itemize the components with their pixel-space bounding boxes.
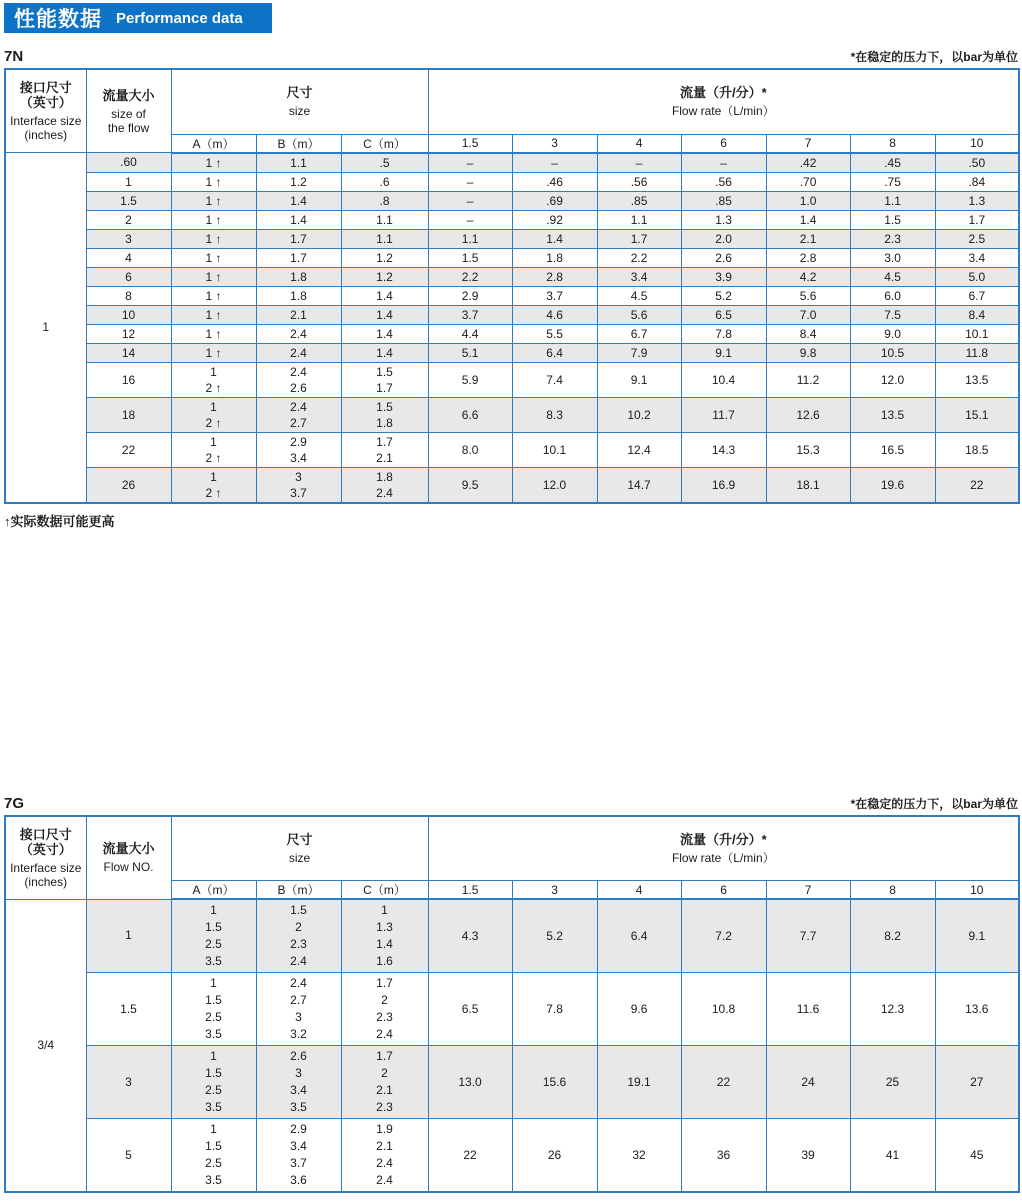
flow-rate-cell: 39 xyxy=(766,1119,850,1193)
dim-b-cell: 2.1 xyxy=(256,305,341,324)
flow-rate-cell: 7.8 xyxy=(512,973,597,1046)
flow-rate-cell: – xyxy=(428,172,512,191)
table-row xyxy=(5,248,1019,267)
dim-b-cell: 1.7 xyxy=(256,229,341,248)
flow-rate-cell: 10.1 xyxy=(935,324,1019,343)
flow-rate-cell: 9.1 xyxy=(597,362,681,397)
flow-rate-cell: 9.6 xyxy=(597,973,681,1046)
performance-table-7g xyxy=(4,815,1020,1194)
flow-rate-cell: 22 xyxy=(428,1119,512,1193)
flow-rate-cell: 22 xyxy=(681,1046,766,1119)
flow-size-cell: 2 xyxy=(86,210,171,229)
table-label-7n: 7N xyxy=(4,48,24,65)
header-interface-size: 接口尺寸 （英寸） Interface size (inches) xyxy=(5,816,86,900)
flow-rate-cell: 5.2 xyxy=(681,286,766,305)
flow-rate-cell: 6.7 xyxy=(935,286,1019,305)
column-header: 7 xyxy=(766,134,850,153)
flow-rate-cell: 13.5 xyxy=(850,397,935,432)
dim-a-cell: 1 ↑ xyxy=(171,267,256,286)
section-7g-header xyxy=(4,795,1018,812)
footnote-7n: ↑实际数据可能更高 xyxy=(4,513,115,529)
column-header: 10 xyxy=(935,881,1019,900)
flow-size-cell: 12 xyxy=(86,324,171,343)
table-row xyxy=(5,267,1019,286)
flow-rate-cell: .50 xyxy=(935,153,1019,173)
flow-size-cell: 6 xyxy=(86,267,171,286)
flow-rate-cell: 1.7 xyxy=(597,229,681,248)
dim-a-cell: 1 ↑ xyxy=(171,191,256,210)
table-row xyxy=(5,229,1019,248)
flow-rate-cell: 13.6 xyxy=(935,973,1019,1046)
flow-rate-cell: 2.8 xyxy=(512,267,597,286)
flow-size-cell: 22 xyxy=(86,432,171,467)
pressure-note-7g: *在稳定的压力下，以bar为单位 xyxy=(850,796,1018,811)
flow-size-cell: 3 xyxy=(86,1046,171,1119)
dim-a-cell: 1 1.5 2.5 3.5 xyxy=(171,899,256,973)
dim-c-cell: 1.4 xyxy=(341,305,428,324)
flow-rate-cell: 4.3 xyxy=(428,899,512,973)
flow-rate-cell: 2.2 xyxy=(428,267,512,286)
flow-rate-cell: 4.2 xyxy=(766,267,850,286)
flow-rate-cell: 8.0 xyxy=(428,432,512,467)
table-row xyxy=(5,305,1019,324)
page-title-banner xyxy=(4,3,272,33)
dim-b-cell: 1.8 xyxy=(256,267,341,286)
flow-rate-cell: 5.6 xyxy=(597,305,681,324)
flow-rate-cell: 18.1 xyxy=(766,467,850,503)
table-row xyxy=(5,1119,1019,1193)
table-row xyxy=(5,1046,1019,1119)
dim-c-cell: 1.1 xyxy=(341,229,428,248)
flow-rate-cell: 13.0 xyxy=(428,1046,512,1119)
flow-rate-cell: 1.1 xyxy=(597,210,681,229)
flow-rate-cell: – xyxy=(428,210,512,229)
table-row xyxy=(5,324,1019,343)
table-row xyxy=(5,172,1019,191)
flow-rate-cell: 1.5 xyxy=(850,210,935,229)
flow-size-cell: 5 xyxy=(86,1119,171,1193)
flow-size-cell: 16 xyxy=(86,362,171,397)
flow-rate-cell: .85 xyxy=(681,191,766,210)
flow-rate-cell: 5.2 xyxy=(512,899,597,973)
flow-rate-cell: 8.4 xyxy=(766,324,850,343)
table-row xyxy=(5,397,1019,432)
flow-rate-cell: 9.5 xyxy=(428,467,512,503)
flow-rate-cell: 1.3 xyxy=(935,191,1019,210)
flow-size-cell: 1.5 xyxy=(86,973,171,1046)
flow-rate-cell: 8.4 xyxy=(935,305,1019,324)
flow-rate-cell: 3.0 xyxy=(850,248,935,267)
flow-rate-cell: .46 xyxy=(512,172,597,191)
flow-rate-cell: 13.5 xyxy=(935,362,1019,397)
flow-rate-cell: 1.4 xyxy=(512,229,597,248)
dim-b-cell: 2.4 xyxy=(256,343,341,362)
flow-rate-cell: 2.9 xyxy=(428,286,512,305)
dim-b-cell: 1.8 xyxy=(256,286,341,305)
dim-a-cell: 1 ↑ xyxy=(171,153,256,173)
dim-b-cell: 2.9 3.4 xyxy=(256,432,341,467)
interface-size-cell: 3/4 xyxy=(5,899,86,1192)
flow-rate-cell: 15.6 xyxy=(512,1046,597,1119)
dim-c-cell: 1.7 2 2.3 2.4 xyxy=(341,973,428,1046)
flow-rate-cell: 7.8 xyxy=(681,324,766,343)
column-header: A（m） xyxy=(171,134,256,153)
dim-c-cell: 1.8 2.4 xyxy=(341,467,428,503)
flow-size-cell: 14 xyxy=(86,343,171,362)
flow-size-cell: 8 xyxy=(86,286,171,305)
flow-rate-cell: 3.9 xyxy=(681,267,766,286)
flow-rate-cell: 11.8 xyxy=(935,343,1019,362)
performance-table-7g-container xyxy=(4,815,1018,1194)
dim-a-cell: 1 2 ↑ xyxy=(171,467,256,503)
table-row xyxy=(5,153,1019,173)
flow-rate-cell: 19.6 xyxy=(850,467,935,503)
flow-rate-cell: 5.6 xyxy=(766,286,850,305)
flow-size-cell: 1.5 xyxy=(86,191,171,210)
dim-a-cell: 1 ↑ xyxy=(171,229,256,248)
flow-rate-cell: 8.2 xyxy=(850,899,935,973)
dim-b-cell: 1.4 xyxy=(256,191,341,210)
table-label-7g: 7G xyxy=(4,794,25,812)
flow-rate-cell: 12.0 xyxy=(512,467,597,503)
flow-rate-cell: 6.0 xyxy=(850,286,935,305)
flow-rate-cell: 5.1 xyxy=(428,343,512,362)
flow-rate-cell: 11.7 xyxy=(681,397,766,432)
dim-c-cell: .5 xyxy=(341,153,428,173)
flow-rate-cell: 1.0 xyxy=(766,191,850,210)
column-header: 3 xyxy=(512,134,597,153)
flow-size-cell: 1 xyxy=(86,899,171,973)
flow-rate-cell: 4.5 xyxy=(850,267,935,286)
flow-rate-cell: .70 xyxy=(766,172,850,191)
flow-rate-cell: 14.3 xyxy=(681,432,766,467)
flow-rate-cell: .69 xyxy=(512,191,597,210)
dim-b-cell: 2.4 xyxy=(256,324,341,343)
header-size-group: 尺寸 size xyxy=(171,816,428,881)
dim-c-cell: 1.4 xyxy=(341,286,428,305)
flow-size-cell: 10 xyxy=(86,305,171,324)
flow-rate-cell: .56 xyxy=(681,172,766,191)
dim-a-cell: 1 1.5 2.5 3.5 xyxy=(171,1119,256,1193)
dim-c-cell: 1.5 1.7 xyxy=(341,362,428,397)
column-header: 6 xyxy=(681,134,766,153)
dim-a-cell: 1 ↑ xyxy=(171,286,256,305)
flow-rate-cell: 24 xyxy=(766,1046,850,1119)
column-header: 1.5 xyxy=(428,881,512,900)
flow-rate-cell: 2.6 xyxy=(681,248,766,267)
flow-rate-cell: 15.3 xyxy=(766,432,850,467)
flow-rate-cell: 1.1 xyxy=(850,191,935,210)
flow-rate-cell: – xyxy=(681,153,766,173)
dim-b-cell: 1.7 xyxy=(256,248,341,267)
flow-rate-cell: 9.0 xyxy=(850,324,935,343)
flow-rate-cell: .42 xyxy=(766,153,850,173)
flow-rate-cell: 18.5 xyxy=(935,432,1019,467)
flow-rate-cell: 10.2 xyxy=(597,397,681,432)
flow-rate-cell: 4.6 xyxy=(512,305,597,324)
column-header: A（m） xyxy=(171,881,256,900)
dim-c-cell: 1.5 1.8 xyxy=(341,397,428,432)
flow-rate-cell: 41 xyxy=(850,1119,935,1193)
pressure-note-7n: *在稳定的压力下，以bar为单位 xyxy=(850,50,1018,64)
flow-rate-cell: 32 xyxy=(597,1119,681,1193)
header-interface-size: 接口尺寸 （英寸） Interface size (inches) xyxy=(5,69,86,153)
flow-rate-cell: 12.3 xyxy=(850,973,935,1046)
flow-rate-cell: 6.6 xyxy=(428,397,512,432)
dim-b-cell: 1.4 xyxy=(256,210,341,229)
flow-rate-cell: 5.0 xyxy=(935,267,1019,286)
flow-rate-cell: 10.4 xyxy=(681,362,766,397)
dim-c-cell: 1.9 2.1 2.4 2.4 xyxy=(341,1119,428,1193)
flow-rate-cell: 4.4 xyxy=(428,324,512,343)
dim-b-cell: 2.6 3 3.4 3.5 xyxy=(256,1046,341,1119)
flow-size-cell: 4 xyxy=(86,248,171,267)
flow-rate-cell: 22 xyxy=(935,467,1019,503)
flow-rate-cell: – xyxy=(428,153,512,173)
dim-b-cell: 2.4 2.7 3 3.2 xyxy=(256,973,341,1046)
flow-size-cell: 26 xyxy=(86,467,171,503)
column-header: 6 xyxy=(681,881,766,900)
flow-rate-cell: 19.1 xyxy=(597,1046,681,1119)
flow-rate-cell: 10.8 xyxy=(681,973,766,1046)
flow-rate-cell: – xyxy=(428,191,512,210)
flow-rate-cell: .85 xyxy=(597,191,681,210)
flow-rate-cell: 9.1 xyxy=(935,899,1019,973)
flow-rate-cell: 36 xyxy=(681,1119,766,1193)
column-header: B（m） xyxy=(256,881,341,900)
dim-c-cell: 1 1.3 1.4 1.6 xyxy=(341,899,428,973)
flow-rate-cell: 2.2 xyxy=(597,248,681,267)
dim-c-cell: .8 xyxy=(341,191,428,210)
flow-rate-cell: 16.5 xyxy=(850,432,935,467)
dim-b-cell: 2.9 3.4 3.7 3.6 xyxy=(256,1119,341,1193)
flow-size-cell: 3 xyxy=(86,229,171,248)
header-flow-rate-group: 流量（升/分）* Flow rate（L/min） xyxy=(428,69,1019,134)
flow-rate-cell: .84 xyxy=(935,172,1019,191)
flow-rate-cell: 11.6 xyxy=(766,973,850,1046)
flow-rate-cell: .45 xyxy=(850,153,935,173)
section-7n-header xyxy=(4,48,1018,65)
interface-size-cell: 1 xyxy=(5,153,86,503)
header-size-group: 尺寸 size xyxy=(171,69,428,134)
flow-rate-cell: 45 xyxy=(935,1119,1019,1193)
flow-rate-cell: 1.3 xyxy=(681,210,766,229)
flow-rate-cell: 2.0 xyxy=(681,229,766,248)
flow-rate-cell: 1.7 xyxy=(935,210,1019,229)
flow-rate-cell: 6.5 xyxy=(681,305,766,324)
flow-rate-cell: 1.5 xyxy=(428,248,512,267)
table-row xyxy=(5,210,1019,229)
page-title-en: Performance data xyxy=(116,9,243,27)
header-flow-rate-group: 流量（升/分）* Flow rate（L/min） xyxy=(428,816,1019,881)
dim-c-cell: 1.7 2.1 xyxy=(341,432,428,467)
flow-rate-cell: 3.4 xyxy=(597,267,681,286)
flow-size-cell: .60 xyxy=(86,153,171,173)
flow-rate-cell: 12.4 xyxy=(597,432,681,467)
column-header: 3 xyxy=(512,881,597,900)
dim-a-cell: 1 ↑ xyxy=(171,305,256,324)
flow-rate-cell: 5.9 xyxy=(428,362,512,397)
flow-rate-cell: 8.3 xyxy=(512,397,597,432)
dim-c-cell: 1.2 xyxy=(341,248,428,267)
header-row xyxy=(5,816,1019,881)
dim-b-cell: 1.5 2 2.3 2.4 xyxy=(256,899,341,973)
header-row xyxy=(5,69,1019,134)
column-header: 7 xyxy=(766,881,850,900)
table-row xyxy=(5,191,1019,210)
dim-b-cell: 1.1 xyxy=(256,153,341,173)
dim-c-cell: 1.2 xyxy=(341,267,428,286)
flow-rate-cell: 25 xyxy=(850,1046,935,1119)
flow-rate-cell: 6.7 xyxy=(597,324,681,343)
table-row xyxy=(5,973,1019,1046)
table-row xyxy=(5,899,1019,973)
dim-c-cell: 1.7 2 2.1 2.3 xyxy=(341,1046,428,1119)
dim-c-cell: 1.4 xyxy=(341,324,428,343)
flow-rate-cell: 7.7 xyxy=(766,899,850,973)
dim-c-cell: 1.1 xyxy=(341,210,428,229)
dim-a-cell: 1 ↑ xyxy=(171,324,256,343)
dim-b-cell: 1.2 xyxy=(256,172,341,191)
header-flow-size: 流量大小 size of the flow xyxy=(86,69,171,153)
dim-a-cell: 1 ↑ xyxy=(171,248,256,267)
flow-rate-cell: .75 xyxy=(850,172,935,191)
flow-rate-cell: 27 xyxy=(935,1046,1019,1119)
flow-size-cell: 1 xyxy=(86,172,171,191)
flow-rate-cell: .56 xyxy=(597,172,681,191)
column-header: 4 xyxy=(597,881,681,900)
flow-rate-cell: 4.5 xyxy=(597,286,681,305)
column-header: 8 xyxy=(850,134,935,153)
flow-rate-cell: 9.8 xyxy=(766,343,850,362)
dim-b-cell: 2.4 2.7 xyxy=(256,397,341,432)
flow-rate-cell: 5.5 xyxy=(512,324,597,343)
flow-rate-cell: 3.7 xyxy=(512,286,597,305)
flow-rate-cell: 10.1 xyxy=(512,432,597,467)
flow-rate-cell: .92 xyxy=(512,210,597,229)
flow-rate-cell: 12.0 xyxy=(850,362,935,397)
dim-a-cell: 1 2 ↑ xyxy=(171,362,256,397)
section-7g xyxy=(4,795,1018,1194)
page-title-zh: 性能数据 xyxy=(14,8,102,31)
flow-rate-cell: 16.9 xyxy=(681,467,766,503)
flow-rate-cell: 2.3 xyxy=(850,229,935,248)
dim-a-cell: 1 ↑ xyxy=(171,210,256,229)
dim-c-cell: .6 xyxy=(341,172,428,191)
flow-rate-cell: 11.2 xyxy=(766,362,850,397)
dim-a-cell: 1 ↑ xyxy=(171,343,256,362)
flow-rate-cell: 2.8 xyxy=(766,248,850,267)
column-header: 1.5 xyxy=(428,134,512,153)
performance-table-7n-container xyxy=(4,68,1018,504)
flow-rate-cell: – xyxy=(597,153,681,173)
flow-rate-cell: 9.1 xyxy=(681,343,766,362)
flow-rate-cell: 1.8 xyxy=(512,248,597,267)
flow-rate-cell: 7.0 xyxy=(766,305,850,324)
flow-size-cell: 18 xyxy=(86,397,171,432)
column-header: B（m） xyxy=(256,134,341,153)
flow-rate-cell: 2.1 xyxy=(766,229,850,248)
table-row xyxy=(5,362,1019,397)
dim-a-cell: 1 1.5 2.5 3.5 xyxy=(171,973,256,1046)
flow-rate-cell: 6.4 xyxy=(597,899,681,973)
column-header: 8 xyxy=(850,881,935,900)
flow-rate-cell: 6.4 xyxy=(512,343,597,362)
section-7n xyxy=(4,48,1018,530)
dim-a-cell: 1 2 ↑ xyxy=(171,432,256,467)
column-header: C（m） xyxy=(341,881,428,900)
flow-rate-cell: 1.1 xyxy=(428,229,512,248)
flow-rate-cell: 1.4 xyxy=(766,210,850,229)
table-row xyxy=(5,467,1019,503)
flow-rate-cell: 7.5 xyxy=(850,305,935,324)
dim-c-cell: 1.4 xyxy=(341,343,428,362)
flow-rate-cell: 12.6 xyxy=(766,397,850,432)
header-flow-size: 流量大小 Flow NO. xyxy=(86,816,171,900)
dim-a-cell: 1 ↑ xyxy=(171,172,256,191)
table-row xyxy=(5,286,1019,305)
column-header: 10 xyxy=(935,134,1019,153)
flow-rate-cell: 14.7 xyxy=(597,467,681,503)
dim-a-cell: 1 1.5 2.5 3.5 xyxy=(171,1046,256,1119)
dim-b-cell: 3 3.7 xyxy=(256,467,341,503)
flow-rate-cell: – xyxy=(512,153,597,173)
flow-rate-cell: 7.4 xyxy=(512,362,597,397)
table-row xyxy=(5,343,1019,362)
table-row xyxy=(5,432,1019,467)
flow-rate-cell: 7.9 xyxy=(597,343,681,362)
flow-rate-cell: 3.7 xyxy=(428,305,512,324)
column-header: C（m） xyxy=(341,134,428,153)
flow-rate-cell: 6.5 xyxy=(428,973,512,1046)
flow-rate-cell: 2.5 xyxy=(935,229,1019,248)
flow-rate-cell: 3.4 xyxy=(935,248,1019,267)
performance-table-7n xyxy=(4,68,1020,504)
flow-rate-cell: 7.2 xyxy=(681,899,766,973)
dim-a-cell: 1 2 ↑ xyxy=(171,397,256,432)
column-header: 4 xyxy=(597,134,681,153)
flow-rate-cell: 15.1 xyxy=(935,397,1019,432)
flow-rate-cell: 26 xyxy=(512,1119,597,1193)
dim-b-cell: 2.4 2.6 xyxy=(256,362,341,397)
flow-rate-cell: 10.5 xyxy=(850,343,935,362)
